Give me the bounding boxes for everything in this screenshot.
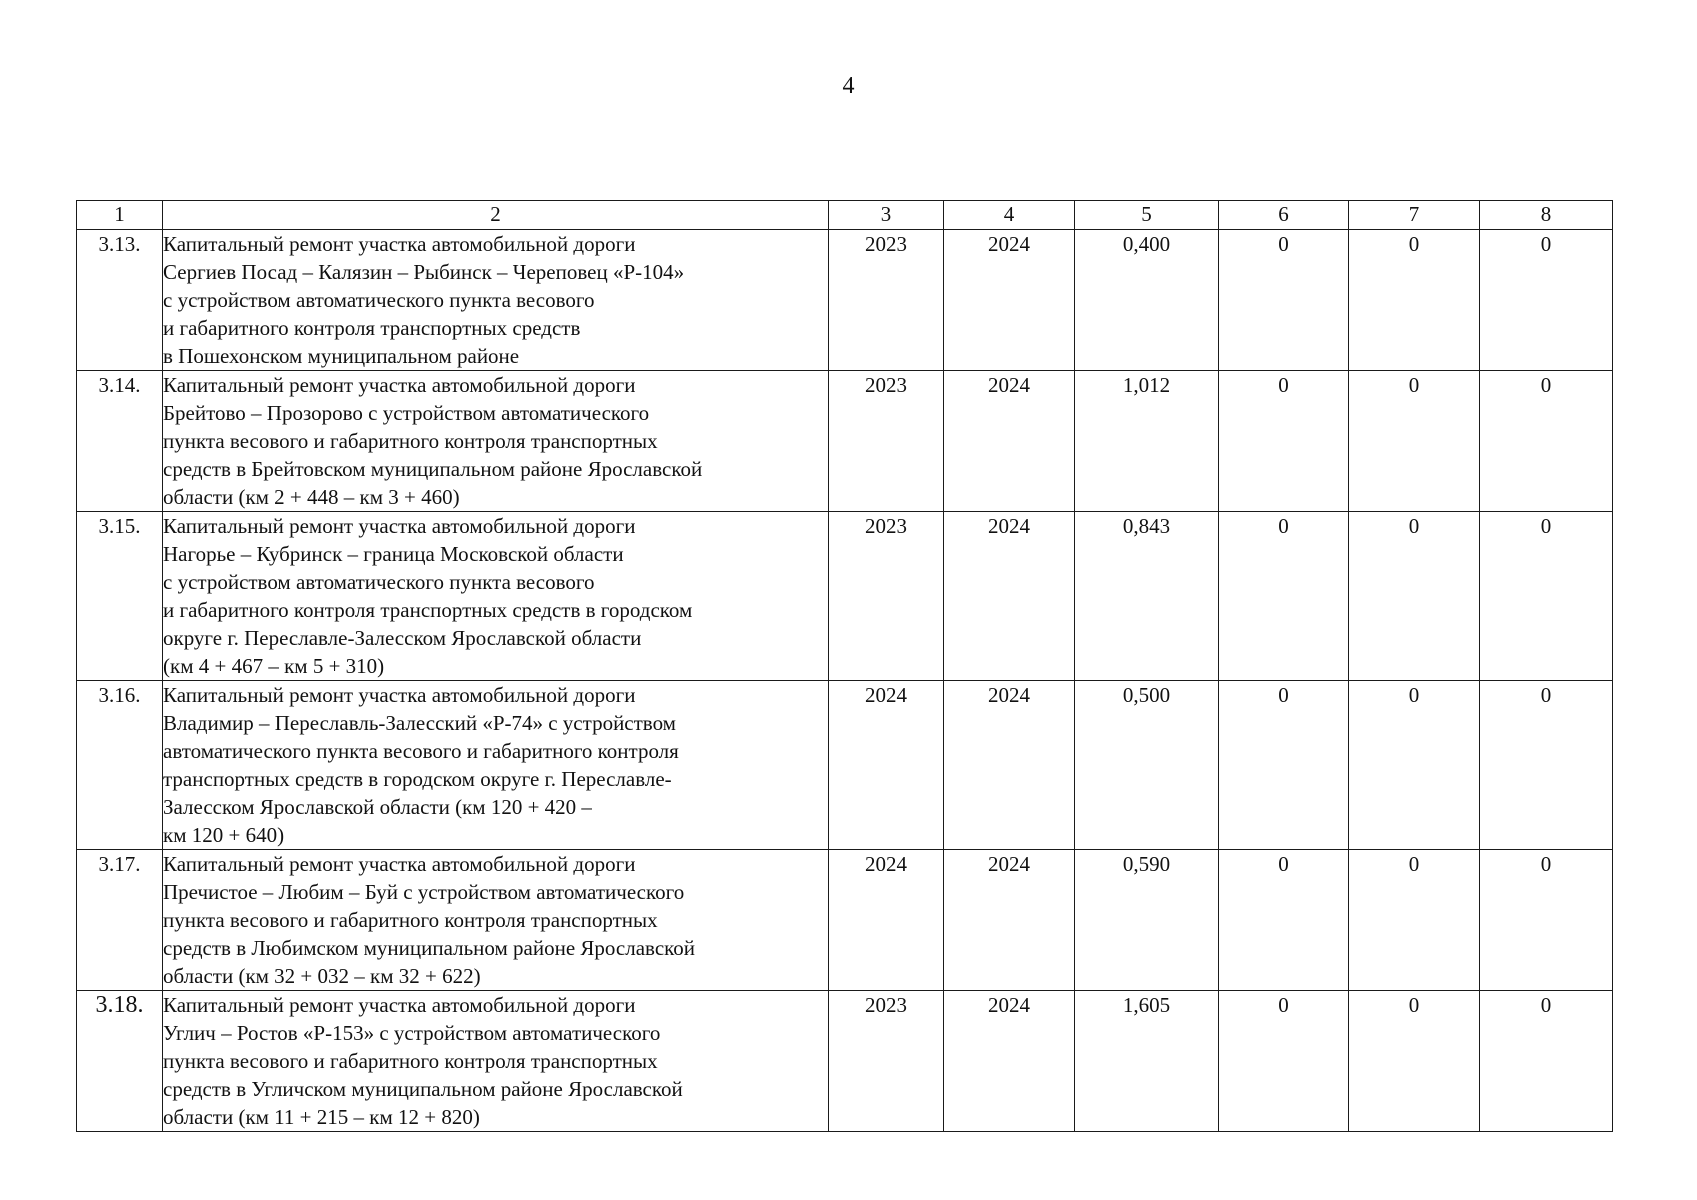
table-row: [77, 230, 1613, 371]
table-row: [77, 991, 1613, 1132]
table-row: [77, 681, 1613, 850]
column-7-value: 0: [1349, 371, 1480, 512]
column-header: 2: [163, 201, 829, 230]
table-row: [77, 371, 1613, 512]
length-value: 0,590: [1075, 850, 1219, 991]
end-year: 2024: [944, 230, 1075, 371]
column-8-value: 0: [1480, 371, 1613, 512]
length-value: 0,400: [1075, 230, 1219, 371]
column-6-value: 0: [1219, 371, 1349, 512]
column-6-value: 0: [1219, 681, 1349, 850]
length-value: 0,843: [1075, 512, 1219, 681]
column-header: 8: [1480, 201, 1613, 230]
end-year: 2024: [944, 681, 1075, 850]
row-number: 3.13.: [77, 230, 163, 371]
row-description: Капитальный ремонт участка автомобильной дороги Брейтово – Прозорово с устройством автоматического пункта весового и габаритного контроля транспортных средств в Брейтовском муниципальном районе Ярославской области (км 2 + 448 – км 3 + 460): [163, 371, 829, 512]
data-table: [76, 200, 1613, 1132]
column-7-value: 0: [1349, 681, 1480, 850]
column-6-value: 0: [1219, 512, 1349, 681]
column-7-value: 0: [1349, 991, 1480, 1132]
row-description: Капитальный ремонт участка автомобильной дороги Нагорье – Кубринск – граница Московской области с устройством автоматического пункта весового и габаритного контроля транспортных средств в городском округе г. Переславле-Залесском Ярославской области (км 4 + 467 – км 5 + 310): [163, 512, 829, 681]
column-header: 1: [77, 201, 163, 230]
end-year: 2024: [944, 512, 1075, 681]
start-year: 2023: [829, 512, 944, 681]
column-8-value: 0: [1480, 850, 1613, 991]
column-7-value: 0: [1349, 512, 1480, 681]
column-header: 4: [944, 201, 1075, 230]
table-row: [77, 850, 1613, 991]
column-8-value: 0: [1480, 512, 1613, 681]
column-header: 5: [1075, 201, 1219, 230]
column-8-value: 0: [1480, 230, 1613, 371]
row-number: 3.15.: [77, 512, 163, 681]
column-6-value: 0: [1219, 230, 1349, 371]
start-year: 2023: [829, 371, 944, 512]
column-8-value: 0: [1480, 991, 1613, 1132]
column-8-value: 0: [1480, 681, 1613, 850]
start-year: 2024: [829, 681, 944, 850]
row-description: Капитальный ремонт участка автомобильной дороги Пречистое – Любим – Буй с устройством автоматического пункта весового и габаритного контроля транспортных средств в Любимском муниципальном районе Ярославской области (км 32 + 032 – км 32 + 622): [163, 850, 829, 991]
row-description: Капитальный ремонт участка автомобильной дороги Владимир – Переславль-Залесский «Р-74» с устройством автоматического пункта весового и габаритного контроля транспортных средств в городском округе г. Переславле- Залесском Ярославской области (км 120 + 420 – км 120 + 640): [163, 681, 829, 850]
column-header: 6: [1219, 201, 1349, 230]
end-year: 2024: [944, 991, 1075, 1132]
row-number: 3.16.: [77, 681, 163, 850]
column-header: 3: [829, 201, 944, 230]
column-header: 7: [1349, 201, 1480, 230]
end-year: 2024: [944, 850, 1075, 991]
column-6-value: 0: [1219, 991, 1349, 1132]
end-year: 2024: [944, 371, 1075, 512]
table-header-row: [77, 201, 1613, 230]
length-value: 1,605: [1075, 991, 1219, 1132]
length-value: 0,500: [1075, 681, 1219, 850]
start-year: 2024: [829, 850, 944, 991]
row-description: Капитальный ремонт участка автомобильной дороги Сергиев Посад – Калязин – Рыбинск – Череповец «Р-104» с устройством автоматического пункта весового и габаритного контроля транспортных средств в Пошехонском муниципальном районе: [163, 230, 829, 371]
column-7-value: 0: [1349, 230, 1480, 371]
row-number: 3.17.: [77, 850, 163, 991]
row-number: 3.14.: [77, 371, 163, 512]
column-7-value: 0: [1349, 850, 1480, 991]
start-year: 2023: [829, 991, 944, 1132]
page-number: 4: [842, 73, 855, 99]
start-year: 2023: [829, 230, 944, 371]
row-number: 3.18.: [77, 991, 163, 1132]
length-value: 1,012: [1075, 371, 1219, 512]
table-row: [77, 512, 1613, 681]
column-6-value: 0: [1219, 850, 1349, 991]
row-description: Капитальный ремонт участка автомобильной дороги Углич – Ростов «Р-153» с устройством автоматического пункта весового и габаритного контроля транспортных средств в Угличском муниципальном районе Ярославской области (км 11 + 215 – км 12 + 820): [163, 991, 829, 1132]
